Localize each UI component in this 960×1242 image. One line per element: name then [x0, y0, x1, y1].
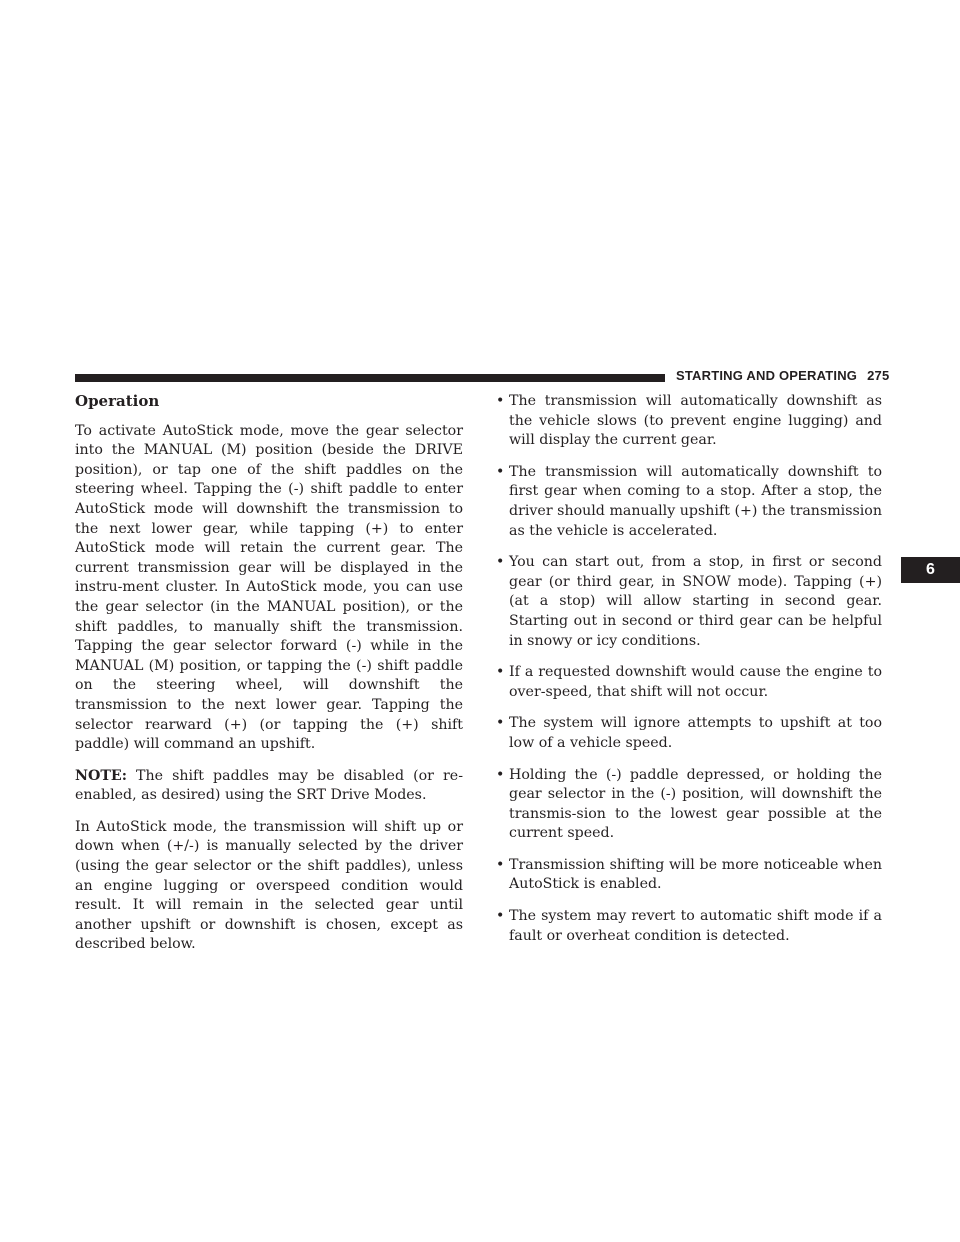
note-label: NOTE: — [75, 767, 127, 784]
bullet-icon: • — [496, 856, 505, 873]
section-heading: Operation — [75, 392, 160, 410]
page-header — [676, 368, 889, 383]
list-item: • The transmission will automatically downshift to first gear when coming to a stop. After a stop, the driver should manually upshift (+) the transmission as the vehicle is accelerated. — [496, 463, 882, 539]
bullet-icon: • — [496, 554, 505, 571]
bullet-list — [496, 392, 882, 946]
bullet-icon: • — [496, 463, 505, 480]
bullet-icon: • — [496, 393, 505, 409]
page-number: 275 — [867, 368, 890, 383]
bullet-icon: • — [496, 766, 505, 783]
bullet-icon: • — [496, 908, 505, 925]
list-item: • The system will ignore attempts to upshift at too low of a vehicle speed. — [496, 715, 882, 751]
left-column — [75, 392, 463, 967]
header-rule — [75, 374, 665, 382]
bullet-icon: • — [496, 715, 505, 732]
list-item: • The transmission will automatically downshift as the vehicle slows (to prevent engine lugging) and will display the current gear. — [496, 393, 882, 449]
list-item: • Transmission shifting will be more noticeable when AutoStick is enabled. — [496, 856, 882, 893]
note-text: The shift paddles may be disabled (or re-enabled, as desired) using the SRT Drive Modes. — [75, 767, 463, 804]
list-item: • Holding the (-) paddle depressed, or holding the gear selector in the (-) position, will downshift the transmis-sion to the lowest gear possible at the current speed. — [496, 766, 882, 842]
list-item: • If a requested downshift would cause the engine to over-speed, that shift will not occur. — [496, 664, 882, 700]
right-column — [496, 392, 882, 958]
section-title: STARTING AND OPERATING — [676, 368, 858, 383]
chapter-tab: 6 — [901, 557, 960, 583]
note-paragraph — [75, 767, 463, 806]
list-item: • You can start out, from a stop, in first or second gear (or third gear, in SNOW mode). Tapping (+) (at a stop) will allow starting in second gear. Starting out in second or third gear can be helpful in snowy or icy conditions. — [496, 554, 882, 649]
bullet-icon: • — [496, 664, 505, 681]
list-item: • The system may revert to automatic shift mode if a fault or overheat condition is detected. — [496, 908, 882, 944]
operation-paragraph: To activate AutoStick mode, move the gear selector into the MANUAL (M) position (beside the DRIVE position), or tap one of the shift paddles on the steering wheel. Tapping the (-) shift paddle to enter AutoStick mode will downshift the transmission to the next lower gear, while tapping (+) to enter AutoStick mode will retain the current gear. The current transmission gear will be displayed in the instru-ment cluster. In AutoStick mode, you can use the gear selector (in the MANUAL position), or the shift paddles, to manually shift the transmission. Tapping the gear selector forward (-) while in the MANUAL (M) position, or tapping the (-) shift paddle on the steering wheel, will downshift the transmission to the next lower gear. Tapping the selector rearward (+) (or tapping the (+) shift paddle) will command an upshift. — [75, 422, 463, 753]
autostick-paragraph: In AutoStick mode, the transmission will shift up or down when (+/-) is manually selected by the driver (using the gear selector or the shift paddles), unless an engine lugging or overspeed condition would result. It will remain in the selected gear until another upshift or downshift is chosen, except as described below. — [75, 818, 463, 953]
